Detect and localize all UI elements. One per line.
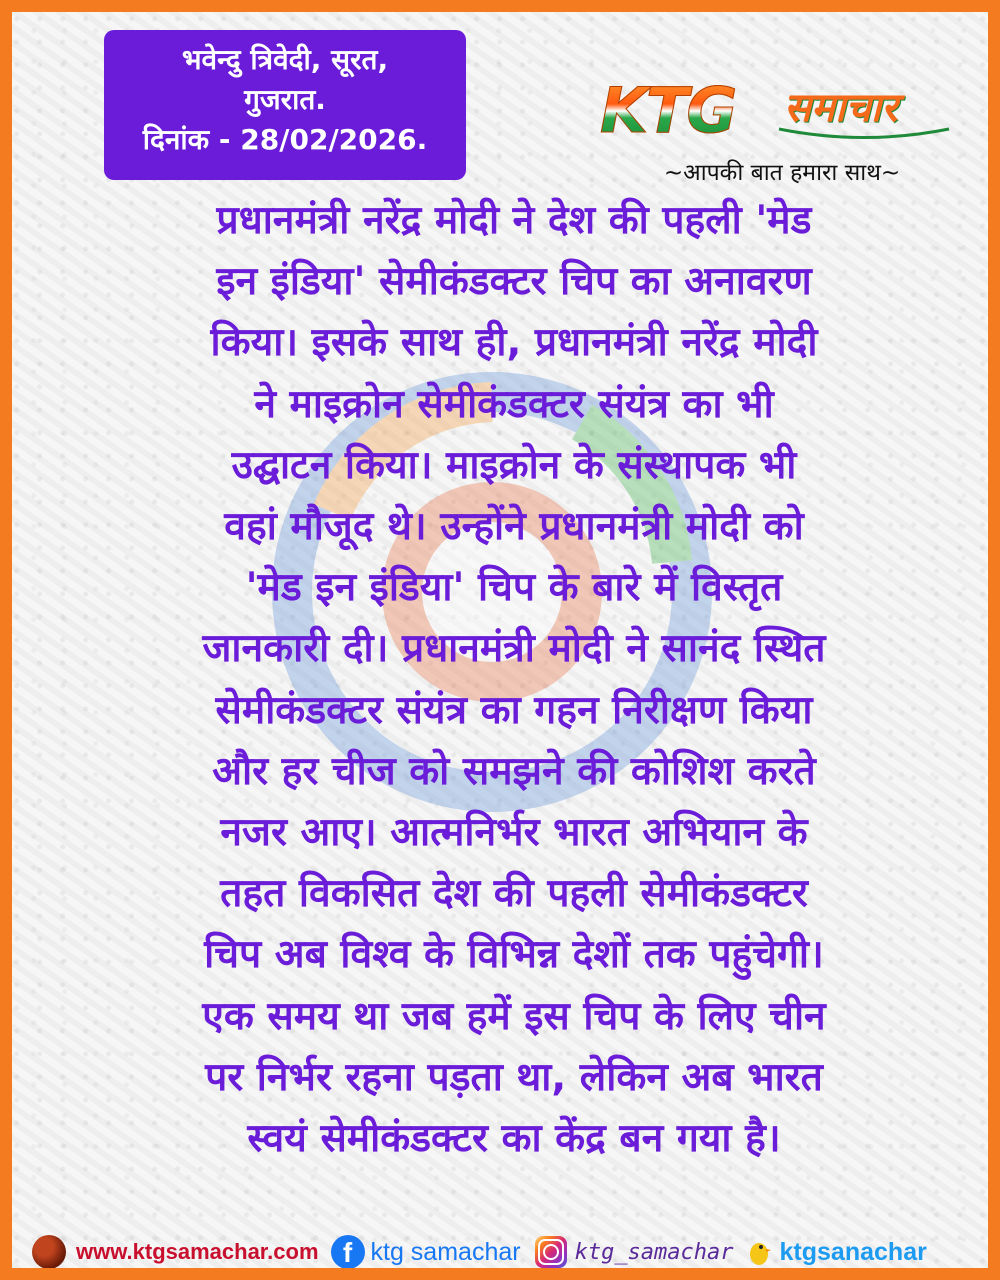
article-line: पर निर्भर रहना पड़ता था, लेकिन अब भारत <box>205 1054 823 1100</box>
article-line: नजर आए। आत्मनिर्भर भारत अभियान के <box>220 810 808 856</box>
article-line: जानकारी दी। प्रधानमंत्री मोदी ने सानंद स्थित <box>202 626 826 672</box>
article-line: उद्घाटन किया। माइक्रोन के संस्थापक भी <box>231 442 797 488</box>
social-footer <box>24 1224 1000 1280</box>
koo-link[interactable] <box>746 1232 927 1272</box>
koo-label: ktgsanachar <box>779 1237 927 1266</box>
logo-mark: KTG <box>600 74 736 147</box>
facebook-icon: f <box>331 1235 365 1269</box>
dateline-date: दिनांक - 28/02/2026. <box>142 123 428 156</box>
instagram-label: ktg_samachar <box>574 1239 734 1265</box>
dateline-reporter: भवेन्दु त्रिवेदी, सूरत, <box>181 43 389 76</box>
koo-icon <box>746 1237 772 1267</box>
article-line: किया। इसके साथ ही, प्रधानमंत्री नरेंद्र मोदी <box>210 320 818 366</box>
logo-swoosh-icon <box>774 124 954 144</box>
article-line: 'मेड इन इंडिया' चिप के बारे में विस्तृत <box>245 565 783 611</box>
article-line: चिप अब विश्व के विभिन्न देशों तक पहुंचेगी। <box>204 932 824 978</box>
website-label: www.ktgsamachar.com <box>76 1239 319 1264</box>
article-body <box>62 190 966 1169</box>
dateline-box <box>104 30 466 180</box>
article-line: एक समय था जब हमें इस चिप के लिए चीन <box>202 993 826 1039</box>
facebook-link[interactable] <box>331 1232 535 1272</box>
instagram-link[interactable] <box>535 1232 746 1272</box>
article-line: प्रधानमंत्री नरेंद्र मोदी ने देश की पहली 'मेड <box>216 198 812 243</box>
article-line: सेमीकंडक्टर संयंत्र का गहन निरीक्षण किया <box>215 687 813 733</box>
article-line: ने माइक्रोन सेमीकंडक्टर संयंत्र का भी <box>254 381 774 427</box>
article-line: स्वयं सेमीकंडक्टर का केंद्र बन गया है। <box>247 1116 781 1162</box>
brand-logo <box>594 76 974 146</box>
brand-tagline: ~आपकी बात हमारा साथ~ <box>663 160 901 186</box>
article-line: और हर चीज को समझने की कोशिश करते <box>212 748 816 794</box>
logo-wordmark: समाचार <box>784 85 898 131</box>
article-line: तहत विकसित देश की पहली सेमीकंडक्टर <box>220 871 808 917</box>
article-line: इन इंडिया' सेमीकंडक्टर चिप का अनावरण <box>216 259 812 305</box>
facebook-label: ktg samachar <box>370 1237 521 1266</box>
instagram-icon <box>535 1236 567 1268</box>
dateline-state: गुजरात. <box>244 83 326 116</box>
globe-icon <box>32 1235 66 1269</box>
article-line: वहां मौजूद थे। उन्होंने प्रधानमंत्री मोदी को <box>224 504 804 550</box>
website-link[interactable] <box>24 1232 331 1272</box>
